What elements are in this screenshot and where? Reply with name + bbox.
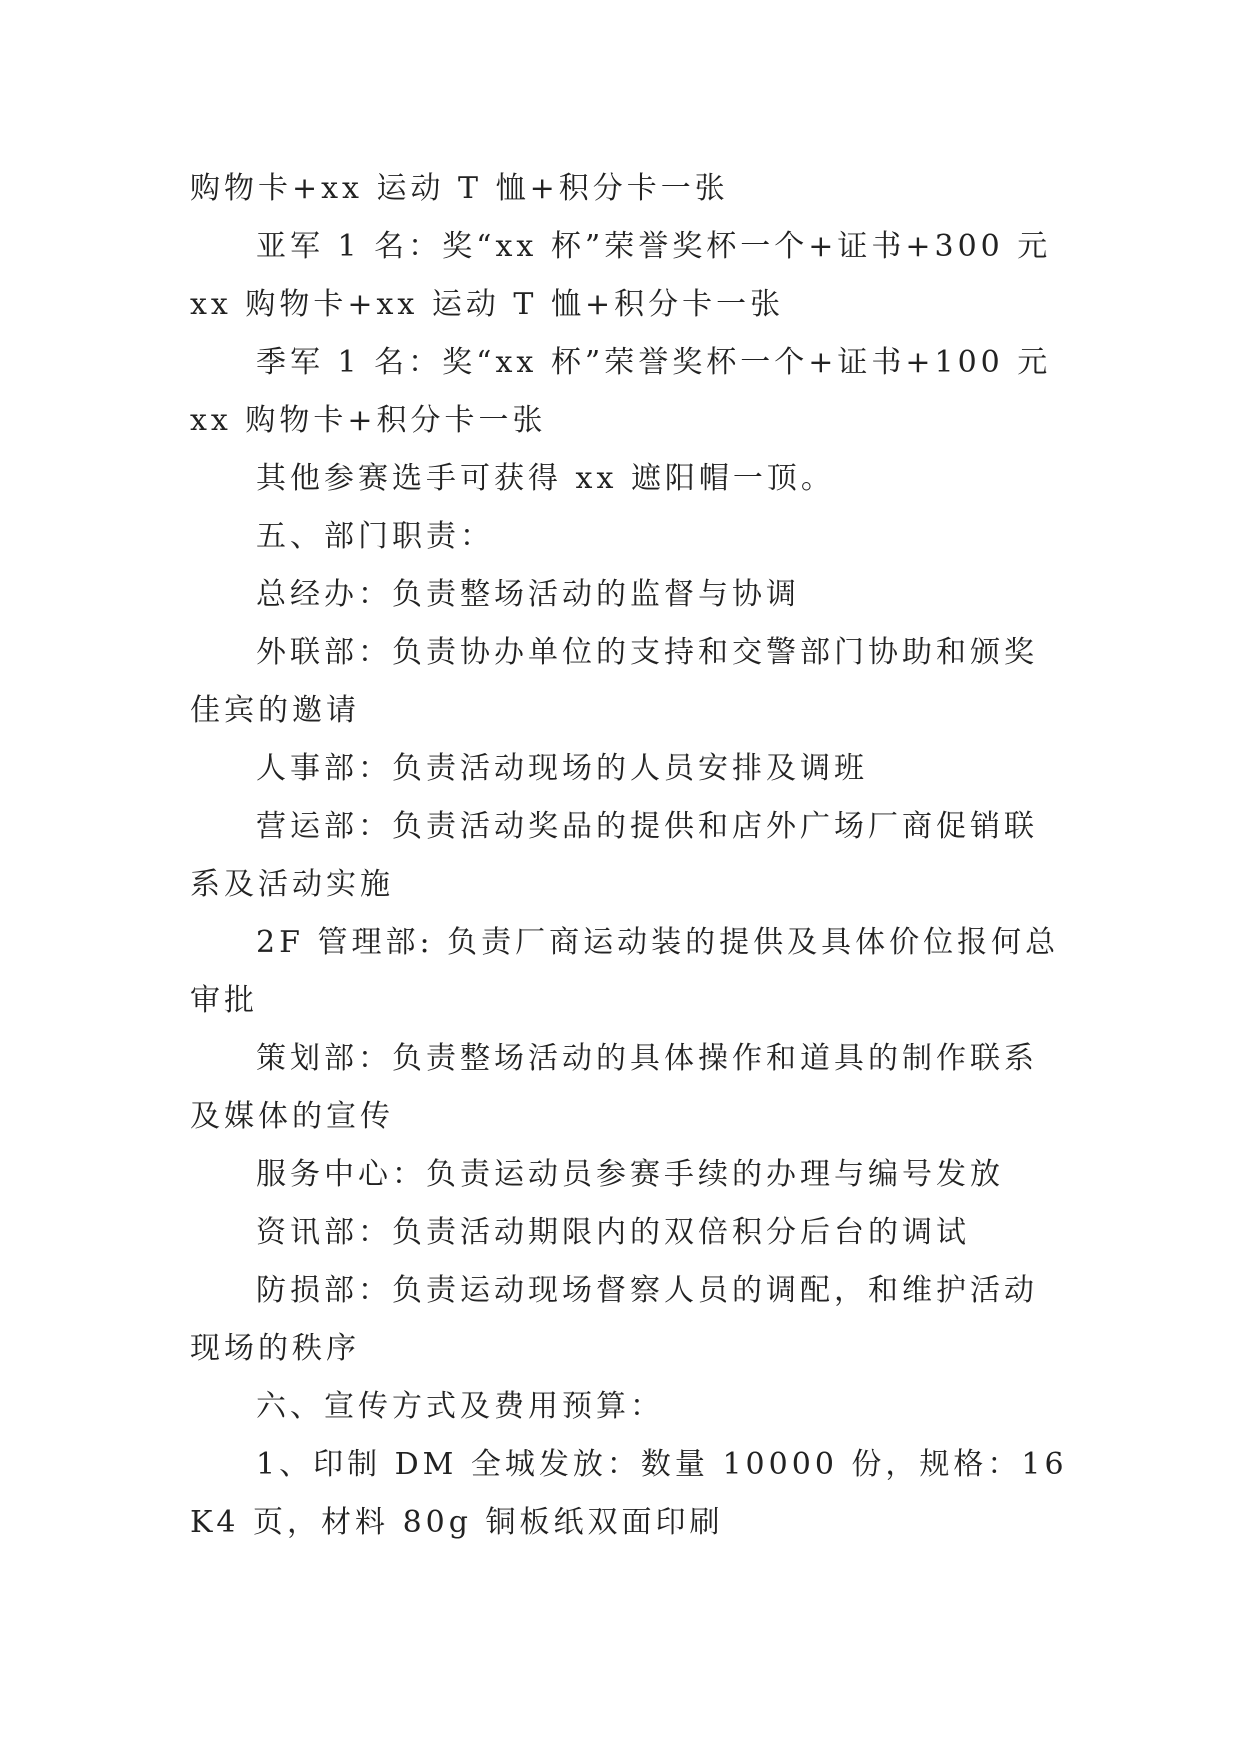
paragraph-external-relations: 外联部：负责协办单位的支持和交警部门协助和颁奖佳宾的邀请 xyxy=(190,635,1038,728)
paragraph-runner-up: 亚军 1 名：奖“xx 杯”荣誉奖杯一个+证书+300 元 xx 购物卡+xx 运动 T 恤+积分卡一张 xyxy=(190,229,1052,322)
paragraph-dm-printing: 1、印制 DM 全城发放：数量 10000 份，规格：16K4 页，材料 80g 铜板纸双面印刷 xyxy=(190,1447,1068,1540)
paragraph-general-office: 总经办：负责整场活动的监督与协调 xyxy=(256,577,800,612)
paragraph-hr: 人事部：负责活动现场的人员安排及调班 xyxy=(256,751,868,786)
document-body xyxy=(190,160,1070,1552)
paragraph-third-place: 季军 1 名：奖“xx 杯”荣誉奖杯一个+证书+100 元 xx 购物卡+积分卡一张 xyxy=(190,345,1052,438)
paragraph-service-center: 服务中心：负责运动员参赛手续的办理与编号发放 xyxy=(256,1157,1004,1192)
section-heading-department-duties: 五、部门职责： xyxy=(256,519,494,554)
section-heading-promotion-budget: 六、宣传方式及费用预算： xyxy=(256,1389,664,1424)
paragraph-loss-prevention: 防损部：负责运动现场督察人员的调配，和维护活动现场的秩序 xyxy=(190,1273,1038,1366)
paragraph-it: 资讯部：负责活动期限内的双倍积分后台的调试 xyxy=(256,1215,970,1250)
paragraph-other-participants: 其他参赛选手可获得 xx 遮阳帽一顶。 xyxy=(256,461,835,496)
paragraph-operations: 营运部：负责活动奖品的提供和店外广场厂商促销联系及活动实施 xyxy=(190,809,1038,902)
paragraph-prize-continued: 购物卡+xx 运动 T 恤+积分卡一张 xyxy=(190,171,729,206)
paragraph-2f-management: 2F 管理部: 负责厂商运动装的提供及具体价位报何总审批 xyxy=(190,925,1060,1018)
paragraph-planning: 策划部：负责整场活动的具体操作和道具的制作联系及媒体的宣传 xyxy=(190,1041,1038,1134)
